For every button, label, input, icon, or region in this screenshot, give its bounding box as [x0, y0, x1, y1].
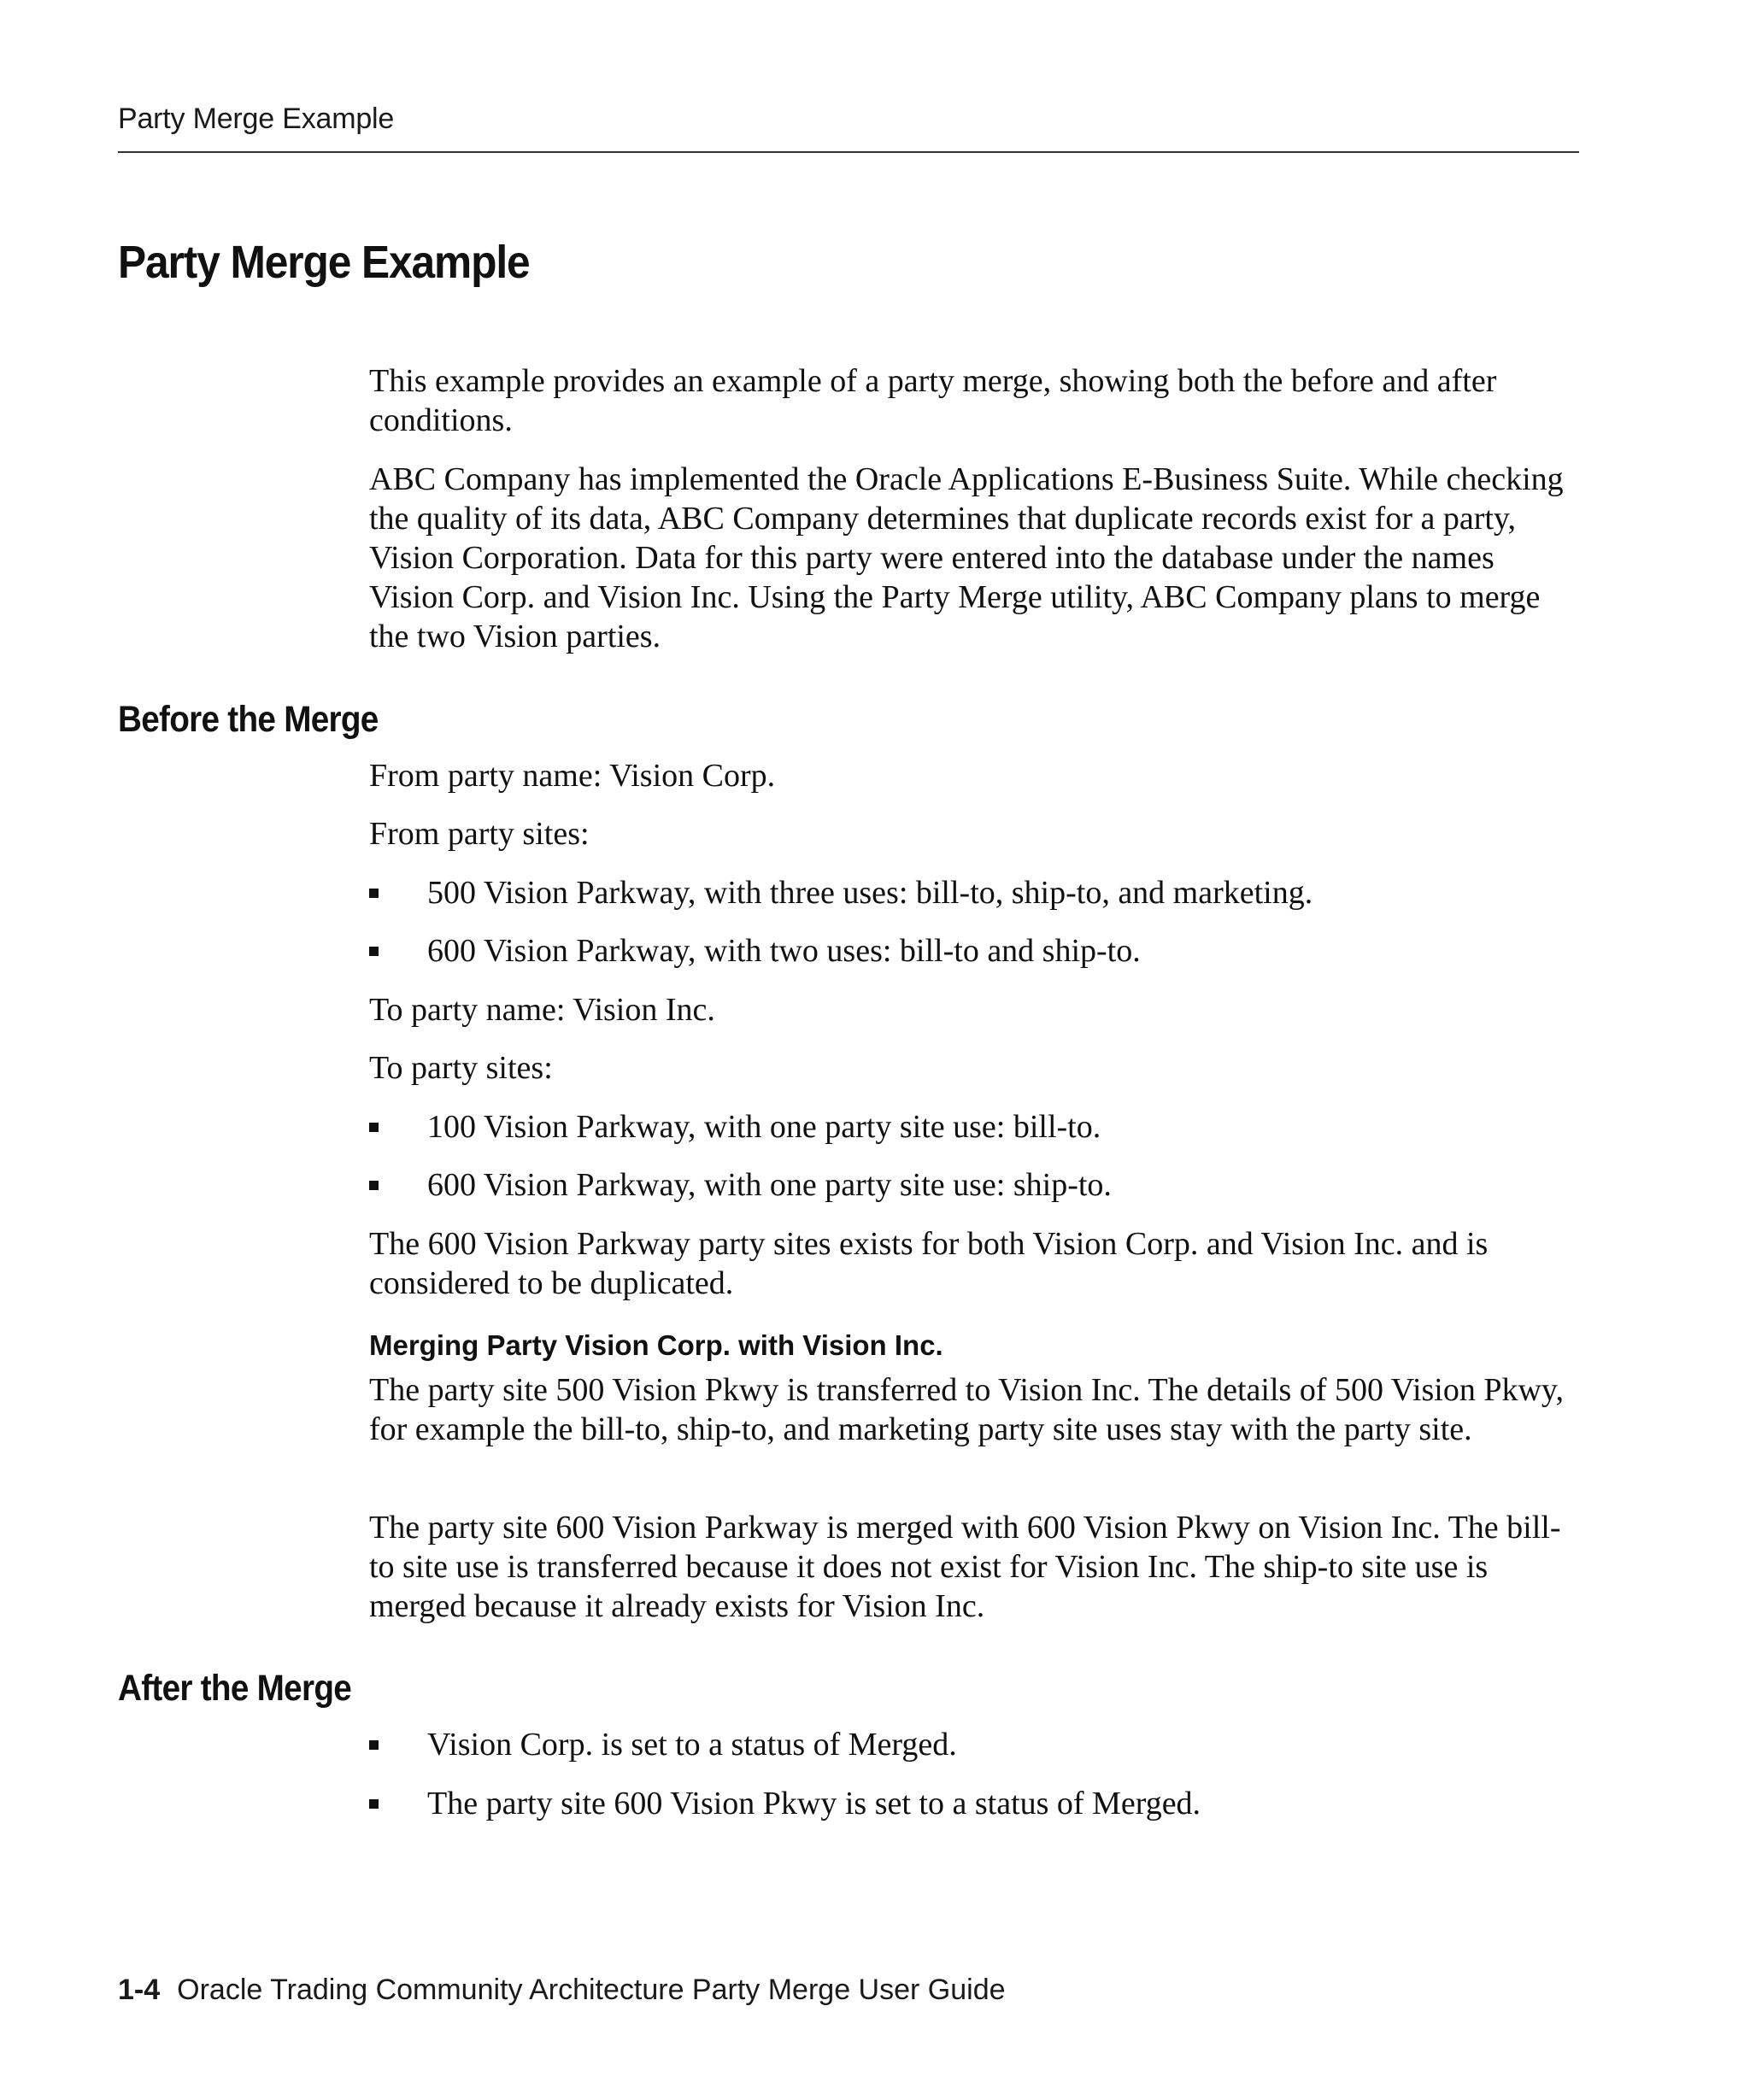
running-header: Party Merge Example: [118, 103, 395, 135]
to-party-sites-label: To party sites:: [369, 1050, 553, 1086]
from-party-sites-label: From party sites:: [369, 816, 590, 852]
page-footer: [118, 1974, 1006, 2007]
bullet-icon: [369, 1740, 379, 1750]
merging-paragraph-1: The party site 500 Vision Pkwy is transferred to Vision Inc. The details of 500 Vision Pkwy, for example the bill-to, ship-to, and marketing party site uses stay with the party site.: [369, 1372, 1564, 1447]
to-party-name: To party name: Vision Inc.: [369, 992, 715, 1028]
before-merge-heading: Before the Merge: [118, 699, 379, 740]
list-item-text: 600 Vision Parkway, with two uses: bill-to and ship-to.: [427, 933, 1141, 969]
duplicate-note: The 600 Vision Parkway party sites exists for both Vision Corp. and Vision Inc. and is considered to be duplicated.: [369, 1226, 1489, 1301]
bullet-icon: [369, 889, 379, 898]
bullet-icon: [369, 1181, 379, 1190]
from-party-name: From party name: Vision Corp.: [369, 758, 776, 794]
after-merge-heading: After the Merge: [118, 1668, 352, 1709]
list-item-text: The party site 600 Vision Pkwy is set to a status of Merged.: [427, 1786, 1201, 1821]
bullet-icon: [369, 947, 379, 956]
bullet-icon: [369, 1123, 379, 1132]
book-title: Oracle Trading Community Architecture Party Merge User Guide: [177, 1974, 1006, 2006]
list-item-text: 500 Vision Parkway, with three uses: bill-to, ship-to, and marketing.: [427, 875, 1313, 911]
header-rule: [118, 151, 1579, 153]
bullet-icon: [369, 1799, 379, 1809]
merging-paragraph-2: The party site 600 Vision Parkway is merged with 600 Vision Pkwy on Vision Inc. The bill-to site use is transferred because it does not exist for Vision Inc. The ship-to site use is merged because it already exists for Vision Inc.: [369, 1510, 1561, 1624]
list-item-text: 100 Vision Parkway, with one party site use: bill-to.: [427, 1109, 1101, 1145]
intro-paragraph-1: This example provides an example of a party merge, showing both the before and after conditions.: [369, 363, 1497, 438]
list-item-text: Vision Corp. is set to a status of Merged.: [427, 1727, 957, 1763]
page-number: 1-4: [118, 1974, 161, 2006]
intro-paragraph-2: ABC Company has implemented the Oracle Applications E-Business Suite. While checking the quality of its data, ABC Company determines that duplicate records exist for a party, Vision Corporation. Data for this party were entered into the database under the names Vision Corp. and Vision Inc. Using the Party Merge utility, ABC Company plans to merge the two Vision parties.: [369, 461, 1564, 654]
merging-heading: Merging Party Vision Corp. with Vision Inc.: [369, 1329, 943, 1361]
page-title: Party Merge Example: [118, 237, 530, 288]
list-item-text: 600 Vision Parkway, with one party site use: ship-to.: [427, 1167, 1112, 1203]
